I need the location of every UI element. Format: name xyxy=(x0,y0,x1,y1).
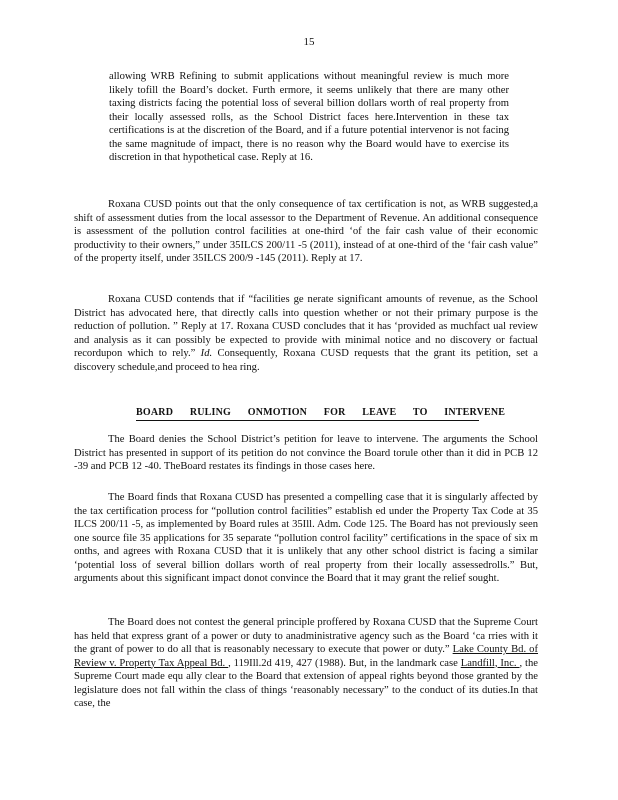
paragraph-text: , the Supreme Court made equ ally clear to the Board that extension of appeal rights beyond those granted by the legislature does not fall within the class of things ‘reasonably necessary” to the conduct of its duties.In that case, the xyxy=(74,657,538,709)
citation-id: Id. xyxy=(200,348,213,359)
paragraph-wrb-consequence: Roxana CUSD points out that the only consequence of tax certification is not, as WRB suggested,a shift of assessment duties from the local assessor to the Department of Revenue. An additional consequence is assessment of the pollution control facilities at one-third ‘of the fair cash value of their economic productivity to their owners,” under 35ILCS 200/11 -5 (2011), instead of at one-third of the ‘fair cash value” of the property itself, under 35ILCS 200/9 -145 (2011). Reply at 17. xyxy=(74,199,538,264)
paragraph-text: , 119Ill.2d 419, 427 (1988). But, in the landmark case xyxy=(228,657,461,669)
section-heading: BOARD RULING ONMOTION FOR LEAVE TO INTERVENE xyxy=(136,407,479,421)
case-citation: Lake County Bd. of Review v. Property Tax Appeal Bd. xyxy=(74,644,539,669)
page-number: 15 xyxy=(303,36,315,48)
paragraph-board-denies: The Board denies the School District’s petition for leave to intervene. The arguments the School District has presented in support of its petition do not convince the Board torule other than it did in PCB 12 -39 and PCB 12 -40. TheBoard restates its findings in those cases here. xyxy=(74,434,538,472)
paragraph-text: Roxana CUSD contends that if “facilities ge nerate significant amounts of revenue, as the School District has advocated here, that directly calls into question whether or not their primary purpose is the reduction of pollution. ” Reply at 17. Roxana CUSD concludes that it has ‘provided as muchfact ual review and analysis as it can possibly be expected to provide with minimal notice and no discovery or factual recordupon which to rely.” xyxy=(74,294,538,359)
block-quote: allowing WRB Refining to submit applications without meaningful review is much more likely tofill the Board’s docket. Furth ermore, it seems unlikely that there are many other taxing districts facing the potential loss of several billion dollars worth of real property from their locally assessed rolls, as the School District faces here.Intervention in these tax certifications is at the discretion of the Board, and if a future potential intervenor is not facing the same magnitude of impact, there is no reason why the Board would have to exercise its discretion in that hypothetical case. Reply at 16. xyxy=(109,71,509,163)
paragraph-board-finds: The Board finds that Roxana CUSD has presented a compelling case that it is singularly affected by the tax certification process for “pollution control facilities” establish ed under the Property Tax Code at 35 ILCS 200/11 -5, as implemented by Board rules at 35Ill. Adm. Code 125. The Board has not previously seen one source file 35 applications for 35 separate “pollution control facility” certifications in the space of six m onths, and agrees with Roxana CUSD that it is unlikely that any other school district is facing a similar ‘potential loss of several billion dollars worth of real property from their locally assessedrolls.” But, arguments about this significant impact donot convince the Board that it may grant the relief sought. xyxy=(74,492,538,584)
paragraph-text: The Board does not contest the general principle proffered by Roxana CUSD that the Supreme Court has held that express grant of a power or duty to anadministrative agency such as the Board ‘ca rries with it the grant of power to do all that is reasonably necessary to execute that power or duty.” xyxy=(74,617,538,655)
paragraph-text: Consequently, Roxana CUSD requests that the grant its petition, set a discovery schedule,and proceed to hea ring. xyxy=(74,348,538,373)
paragraph-roxana-contends xyxy=(74,293,538,374)
paragraph-board-does-not-contest xyxy=(74,616,538,711)
case-citation: Landfill, Inc. xyxy=(460,657,520,669)
